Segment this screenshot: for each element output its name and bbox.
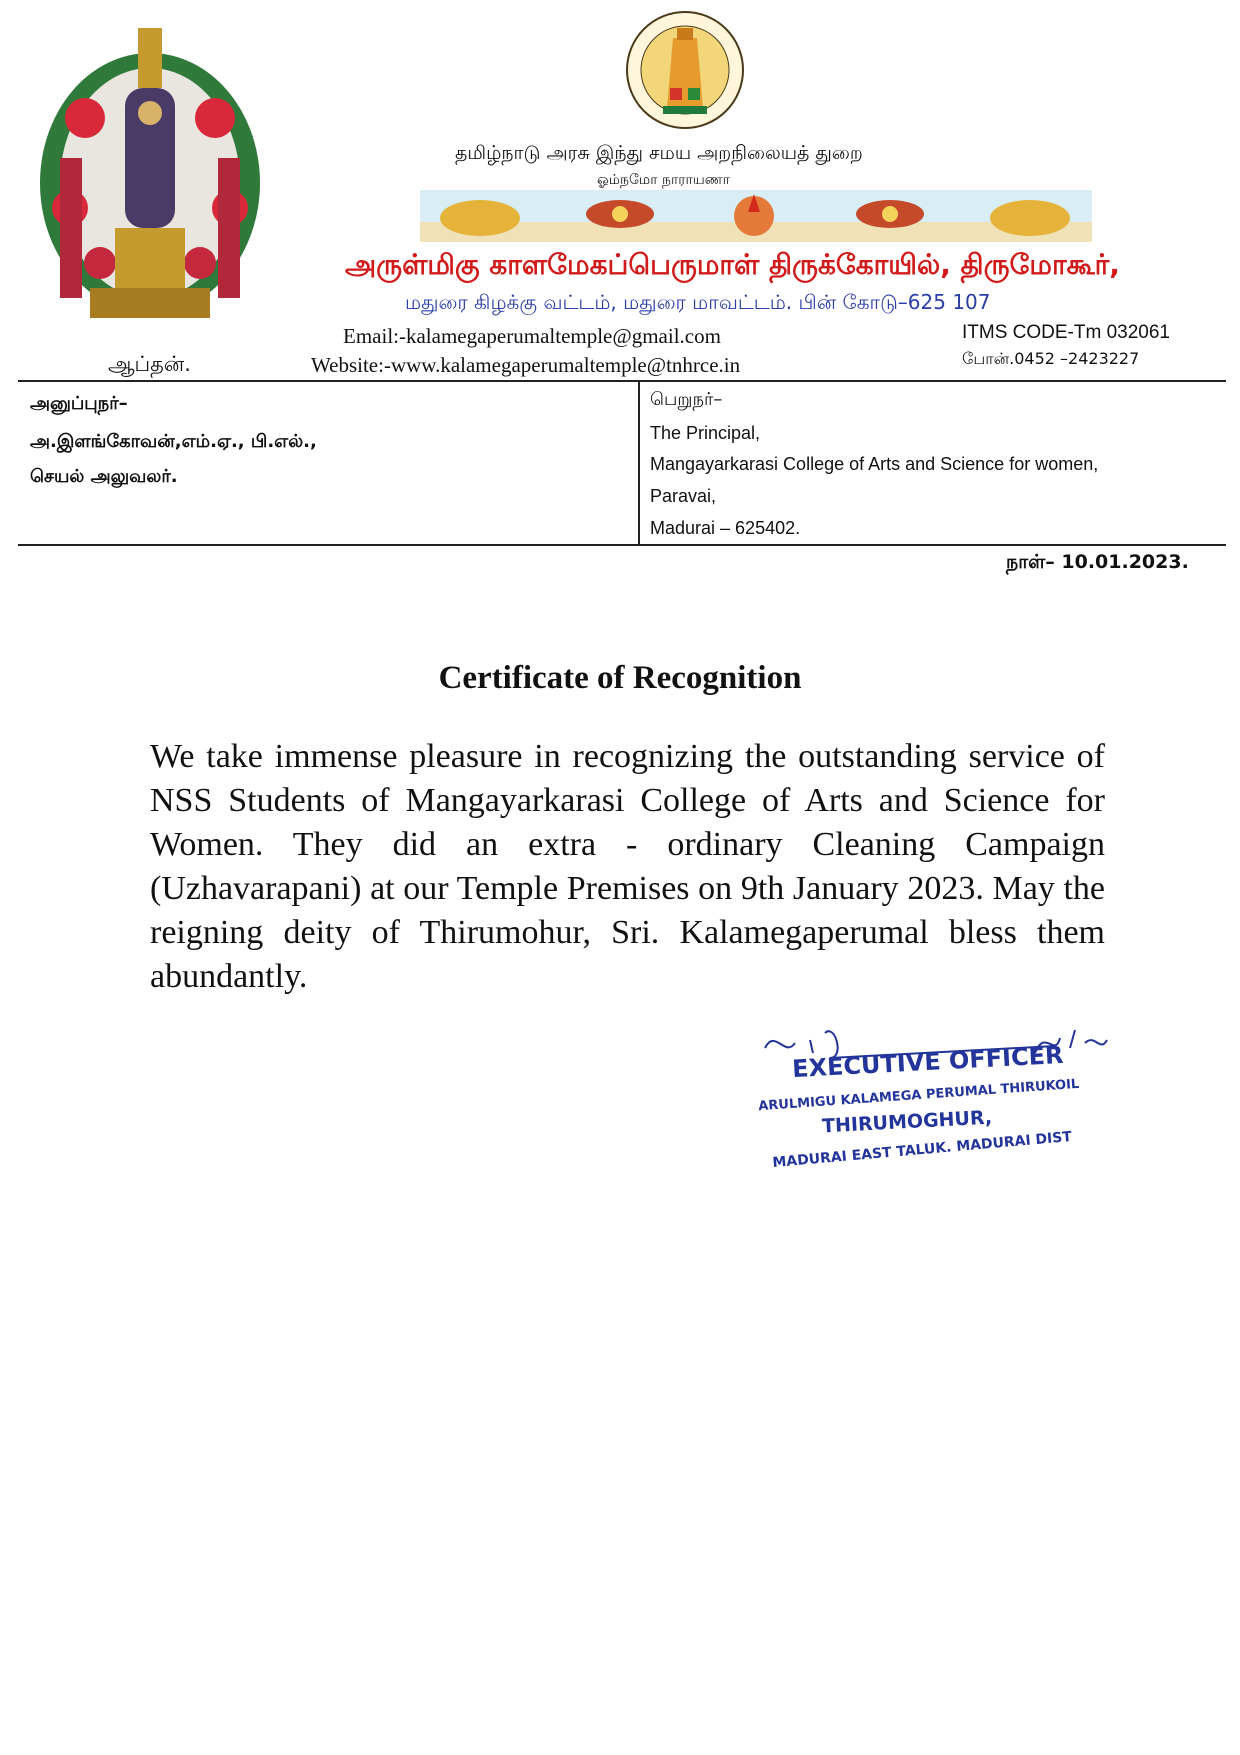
tamil-nadu-emblem: [615, 8, 755, 133]
deity-image: [30, 8, 270, 328]
temple-name: அருள்மிகு காளமேகப்பெருமாள் திருக்கோயில், திருமோகூர்,: [345, 248, 1120, 281]
receiver-label: பெறுநர்–: [650, 389, 723, 410]
stamp-line: MADURAI EAST TALUK. MADURAI DIST: [771, 1128, 1073, 1172]
email-line: Email:-kalamegaperumaltemple@gmail.com: [343, 324, 721, 348]
website-line: Website:-www.kalamegaperumaltemple@tnhrce.in: [311, 353, 741, 377]
stamp-line: ARULMIGU KALAMEGA PERUMAL THIRUKOIL: [757, 1076, 1080, 1115]
department-name: தமிழ்நாடு அரசு இந்து சமய அறநிலையத் துறை: [455, 142, 863, 164]
divider-top: [18, 380, 1226, 382]
receiver-line: The Principal,: [650, 423, 761, 443]
divider-vertical: [638, 381, 640, 545]
deity-caption: ஆப்தன்.: [108, 352, 191, 376]
letter-date: நாள்– 10.01.2023.: [1006, 551, 1189, 573]
sender-title: செயல் அலுவலர்.: [30, 466, 178, 487]
certificate-body: We take immense pleasure in recognizing the outstanding service of NSS Students of Mangayarkarasi College of Arts and Science for Women. They did an extra - ordinary Cleaning Campaign (Uzhavarapani) at our Temple Premises on 9th January 2023. May the reigning deity of Thirumohur, Sri. Kalamegaperumal bless them abundantly.: [150, 738, 1105, 995]
divider-bottom: [18, 544, 1226, 546]
decorative-banner: [420, 190, 1092, 242]
phone-number: போன்.0452 –2423227: [962, 349, 1140, 368]
receiver-line: Madurai – 625402.: [650, 518, 801, 538]
stamp-line: THIRUMOGHUR,: [821, 1106, 993, 1138]
receiver-line: Paravai,: [650, 486, 717, 506]
sender-name: அ.இளங்கோவன்,எம்.ஏ., பி.எல்.,: [30, 431, 317, 452]
mantra: ஓம்நமோ நாராயணா: [597, 172, 730, 188]
sender-label: அனுப்புநர்–: [30, 393, 128, 414]
temple-address: மதுரை கிழக்கு வட்டம், மதுரை மாவட்டம். பின் கோடு–625 107: [405, 290, 991, 314]
receiver-line: Mangayarkarasi College of Arts and Science for women,: [650, 454, 1099, 474]
certificate-title: Certificate of Recognition: [438, 660, 802, 696]
itms-code: ITMS CODE-Tm 032061: [962, 322, 1170, 343]
stamp-line: EXECUTIVE OFFICER: [791, 1040, 1065, 1084]
